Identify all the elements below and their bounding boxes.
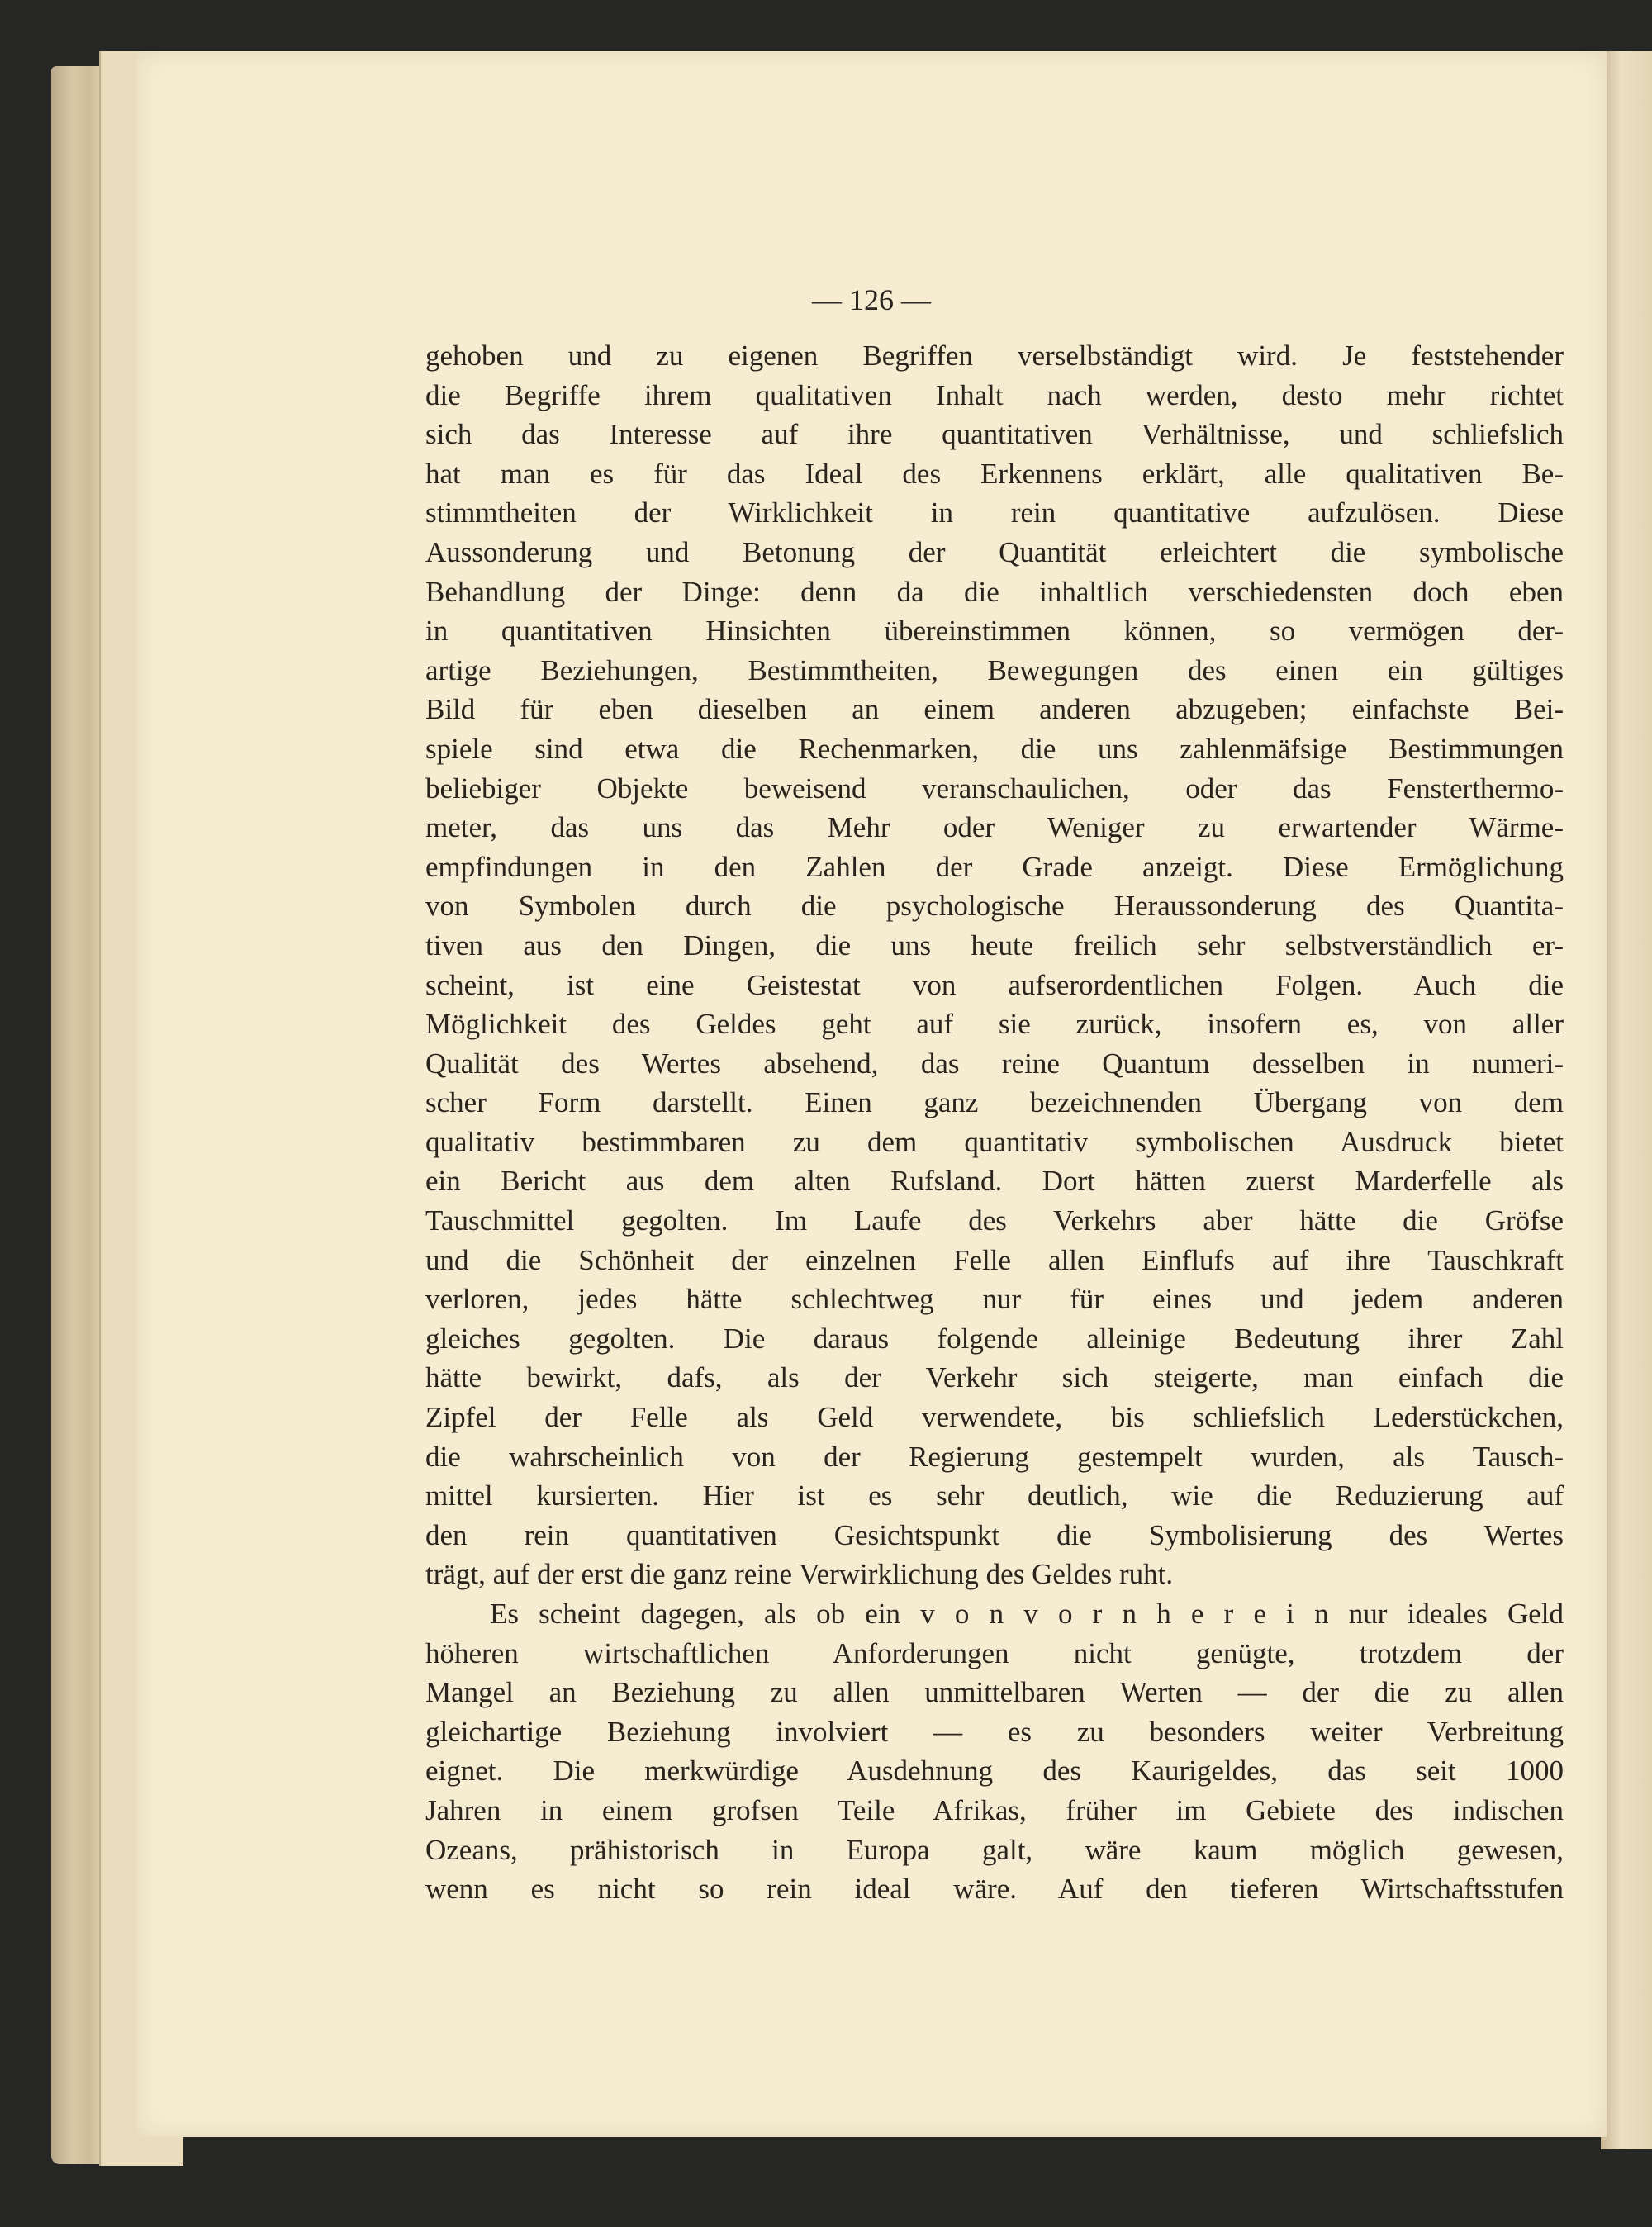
text-line: empfindungen in den Zahlen der Grade anzeigt. Diese Ermöglichung <box>425 850 1564 883</box>
page-number: — 126 — <box>812 283 931 316</box>
book-page <box>136 51 1607 2137</box>
text-line: Ozeans, prähistorisch in Europa galt, wäre kaum möglich gewesen, <box>425 1833 1564 1866</box>
text-line: Jahren in einem grofsen Teile Afrikas, früher im Gebiete des indischen <box>425 1793 1564 1826</box>
text-line: Es scheint dagegen, als ob ein v o n v o r n h e r e i n nur ideales Geld <box>490 1598 1564 1630</box>
text-line: stimmtheiten der Wirklichkeit in rein quantitative aufzulösen. Diese <box>425 496 1564 529</box>
text-line: verloren, jedes hätte schlechtweg nur für eines und jedem anderen <box>425 1283 1564 1316</box>
text-line: gleiches gegolten. Die daraus folgende alleinige Bedeutung ihrer Zahl <box>425 1322 1564 1355</box>
text-line: qualitativ bestimmbaren zu dem quantitativ symbolischen Ausdruck bietet <box>425 1125 1564 1158</box>
text-line: gleichartige Beziehung involviert — es zu besonders weiter Verbreitung <box>425 1715 1564 1748</box>
text-line: ein Bericht aus dem alten Rufsland. Dort hätten zuerst Marderfelle als <box>425 1165 1564 1198</box>
text-line: höheren wirtschaftlichen Anforderungen nicht genügte, trotzdem der <box>425 1636 1564 1669</box>
text-line: Mangel an Beziehung zu allen unmittelbaren Werten — der die zu allen <box>425 1676 1564 1709</box>
text-line: Behandlung der Dinge: denn da die inhaltlich verschiedensten doch eben <box>425 575 1564 608</box>
text-line: meter, das uns das Mehr oder Weniger zu erwartender Wärme- <box>425 811 1564 844</box>
text-line: scher Form darstellt. Einen ganz bezeichnenden Übergang von dem <box>425 1086 1564 1119</box>
text-line: Bild für eben dieselben an einem anderen abzugeben; einfachste Bei- <box>425 693 1564 726</box>
text-line: Tauschmittel gegolten. Im Laufe des Verkehrs aber hätte die Gröfse <box>425 1204 1564 1237</box>
text-line: artige Beziehungen, Bestimmtheiten, Bewegungen des einen ein gültiges <box>425 653 1564 686</box>
text-line: Qualität des Wertes absehend, das reine Quantum desselben in numeri- <box>425 1047 1564 1080</box>
text-line: den rein quantitativen Gesichtspunkt die Symbolisierung des Wertes <box>425 1518 1564 1551</box>
text-line: die Begriffe ihrem qualitativen Inhalt nach werden, desto mehr richtet <box>425 378 1564 411</box>
text-line: eignet. Die merkwürdige Ausdehnung des Kaurigeldes, das seit 1000 <box>425 1755 1564 1788</box>
text-line: Zipfel der Felle als Geld verwendete, bis schliefslich Lederstückchen, <box>425 1401 1564 1434</box>
text-line: wenn es nicht so rein ideal wäre. Auf den tieferen Wirtschaftsstufen <box>425 1873 1564 1906</box>
text-line: mittel kursierten. Hier ist es sehr deutlich, wie die Reduzierung auf <box>425 1479 1564 1512</box>
text-line: von Symbolen durch die psychologische Heraussonderung des Quantita- <box>425 890 1564 923</box>
facing-page-edge <box>1601 51 1652 2149</box>
text-line: Aussonderung und Betonung der Quantität erleichtert die symbolische <box>425 535 1564 568</box>
text-line: tiven aus den Dingen, die uns heute freilich sehr selbstverständlich er- <box>425 928 1564 962</box>
text-line: hat man es für das Ideal des Erkennens erklärt, alle qualitativen Be- <box>425 457 1564 490</box>
text-line: in quantitativen Hinsichten übereinstimmen können, so vermögen der- <box>425 615 1564 648</box>
text-line: die wahrscheinlich von der Regierung gestempelt wurden, als Tausch- <box>425 1440 1564 1473</box>
text-line: und die Schönheit der einzelnen Felle allen Einflufs auf ihre Tauschkraft <box>425 1243 1564 1276</box>
text-line: scheint, ist eine Geistestat von aufserordentlichen Folgen. Auch die <box>425 968 1564 1001</box>
text-line: hätte bewirkt, dafs, als der Verkehr sich steigerte, man einfach die <box>425 1361 1564 1394</box>
body-text <box>425 336 1564 1909</box>
text-line: beliebiger Objekte beweisend veranschaulichen, oder das Fensterthermo- <box>425 772 1564 805</box>
text-line: sich das Interesse auf ihre quantitativen Verhältnisse, und schliefslich <box>425 418 1564 451</box>
text-line: spiele sind etwa die Rechenmarken, die uns zahlenmäfsige Bestimmungen <box>425 732 1564 765</box>
text-line: Möglichkeit des Geldes geht auf sie zurück, insofern es, von aller <box>425 1008 1564 1041</box>
text-line: gehoben und zu eigenen Begriffen verselbständigt wird. Je feststehender <box>425 340 1564 372</box>
text-line: trägt, auf der erst die ganz reine Verwirklichung des Geldes ruht. <box>425 1558 1174 1591</box>
